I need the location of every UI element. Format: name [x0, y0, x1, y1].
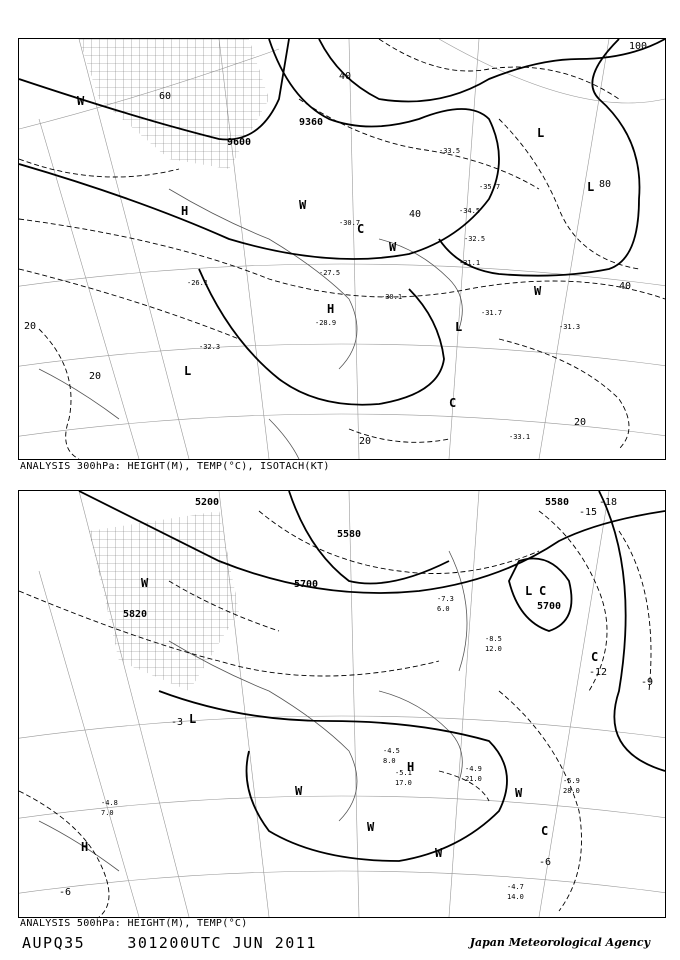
low-center: L — [189, 712, 197, 726]
warm-center: W — [435, 846, 443, 860]
svg-text:17.0: 17.0 — [395, 779, 412, 787]
svg-text:-32.5: -32.5 — [464, 235, 486, 243]
coastline-300 — [39, 189, 462, 459]
svg-text:-33.5: -33.5 — [439, 147, 461, 155]
svg-text:-9: -9 — [641, 677, 654, 688]
valid-time: 301200UTC JUN 2011 — [127, 934, 317, 952]
high-center: H — [327, 302, 335, 316]
svg-text:14.0: 14.0 — [507, 893, 524, 901]
svg-text:-4.5: -4.5 — [383, 747, 400, 755]
svg-text:6.0: 6.0 — [437, 605, 450, 613]
svg-text:-31.3: -31.3 — [559, 323, 581, 331]
svg-text:-6: -6 — [539, 857, 552, 868]
warm-center: W — [515, 786, 523, 800]
svg-text:-5.1: -5.1 — [395, 769, 412, 777]
isotach-label: 80 — [599, 179, 612, 190]
svg-text:-6: -6 — [59, 887, 72, 898]
caption-500hpa: ANALYSIS 500hPa: HEIGHT(M), TEMP(°C) — [20, 918, 248, 929]
height-label: 5700 — [294, 579, 319, 590]
hatched-area-300 — [79, 39, 269, 169]
height-label: 5200 — [195, 497, 220, 508]
high-center: H — [81, 840, 89, 854]
low-center: L — [525, 584, 533, 598]
svg-text:7.0: 7.0 — [101, 809, 114, 817]
warm-center: W — [141, 576, 149, 590]
warm-center: W — [367, 820, 375, 834]
warm-center: W — [299, 198, 307, 212]
svg-text:-30.1: -30.1 — [381, 293, 403, 301]
svg-text:-31.1: -31.1 — [459, 259, 481, 267]
svg-text:-4.8: -4.8 — [101, 799, 118, 807]
svg-text:-31.7: -31.7 — [481, 309, 503, 317]
svg-text:-26.1: -26.1 — [187, 279, 209, 287]
svg-text:-27.5: -27.5 — [319, 269, 341, 277]
cold-center: C — [357, 222, 365, 236]
low-center: L — [587, 180, 595, 194]
svg-text:-34.5: -34.5 — [459, 207, 481, 215]
low-center: L — [184, 364, 192, 378]
warm-center: W — [77, 94, 85, 108]
svg-text:-18: -18 — [599, 497, 618, 508]
isotach-label: 40 — [409, 209, 422, 220]
temps-300 — [187, 147, 580, 441]
svg-text:-32.3: -32.3 — [199, 343, 221, 351]
height-label: 5580 — [545, 497, 570, 508]
isotach-label: 20 — [24, 321, 37, 332]
svg-text:-33.1: -33.1 — [509, 433, 531, 441]
map-500hpa-canvas — [19, 491, 665, 917]
height-label: 5700 — [537, 601, 562, 612]
cold-center: C — [541, 824, 549, 838]
map-500hpa — [18, 490, 666, 918]
map-300hpa — [18, 38, 666, 460]
svg-text:-3: -3 — [171, 717, 184, 728]
svg-text:12.0: 12.0 — [485, 645, 502, 653]
isotach-label: 20 — [89, 371, 102, 382]
high-center: H — [407, 760, 415, 774]
coastline-500 — [39, 551, 467, 871]
svg-text:8.0: 8.0 — [383, 757, 396, 765]
cold-center: C — [539, 584, 547, 598]
product-code: AUPQ35 — [22, 934, 86, 952]
product-id — [22, 934, 317, 952]
svg-text:-12: -12 — [589, 667, 608, 678]
height-label: 5580 — [337, 529, 362, 540]
agency-name: Japan Meteorological Agency — [469, 936, 650, 949]
svg-text:-30.7: -30.7 — [339, 219, 361, 227]
warm-center: W — [534, 284, 542, 298]
isotach-label: 20 — [574, 417, 587, 428]
svg-text:28.0: 28.0 — [563, 787, 580, 795]
warm-center: W — [389, 240, 397, 254]
svg-text:-8.5: -8.5 — [485, 635, 502, 643]
isotach-label: 100 — [629, 41, 648, 52]
low-center: L — [455, 320, 463, 334]
caption-300hpa: ANALYSIS 300hPa: HEIGHT(M), TEMP(°C), ISOTACH(KT) — [20, 461, 330, 472]
height-label: 9600 — [227, 137, 252, 148]
isotach-label: 40 — [619, 281, 632, 292]
isotach-label: 20 — [359, 436, 372, 447]
cold-center: C — [449, 396, 457, 410]
hatched-area-500 — [89, 511, 239, 691]
high-center: H — [181, 204, 189, 218]
height-label: 5820 — [123, 609, 148, 620]
svg-text:-28.9: -28.9 — [315, 319, 337, 327]
svg-text:-4.9: -4.9 — [465, 765, 482, 773]
warm-center: W — [295, 784, 303, 798]
height-label: 9360 — [299, 117, 324, 128]
isotach-label: 40 — [339, 71, 352, 82]
svg-text:-5.9: -5.9 — [563, 777, 580, 785]
svg-text:-7.3: -7.3 — [437, 595, 454, 603]
low-center: L — [537, 126, 545, 140]
map-300hpa-canvas — [19, 39, 665, 459]
cold-center: C — [591, 650, 599, 664]
svg-text:-4.7: -4.7 — [507, 883, 524, 891]
isotach-label: 60 — [159, 91, 172, 102]
svg-text:-35.7: -35.7 — [479, 183, 501, 191]
svg-text:21.0: 21.0 — [465, 775, 482, 783]
svg-text:-15: -15 — [579, 507, 598, 518]
